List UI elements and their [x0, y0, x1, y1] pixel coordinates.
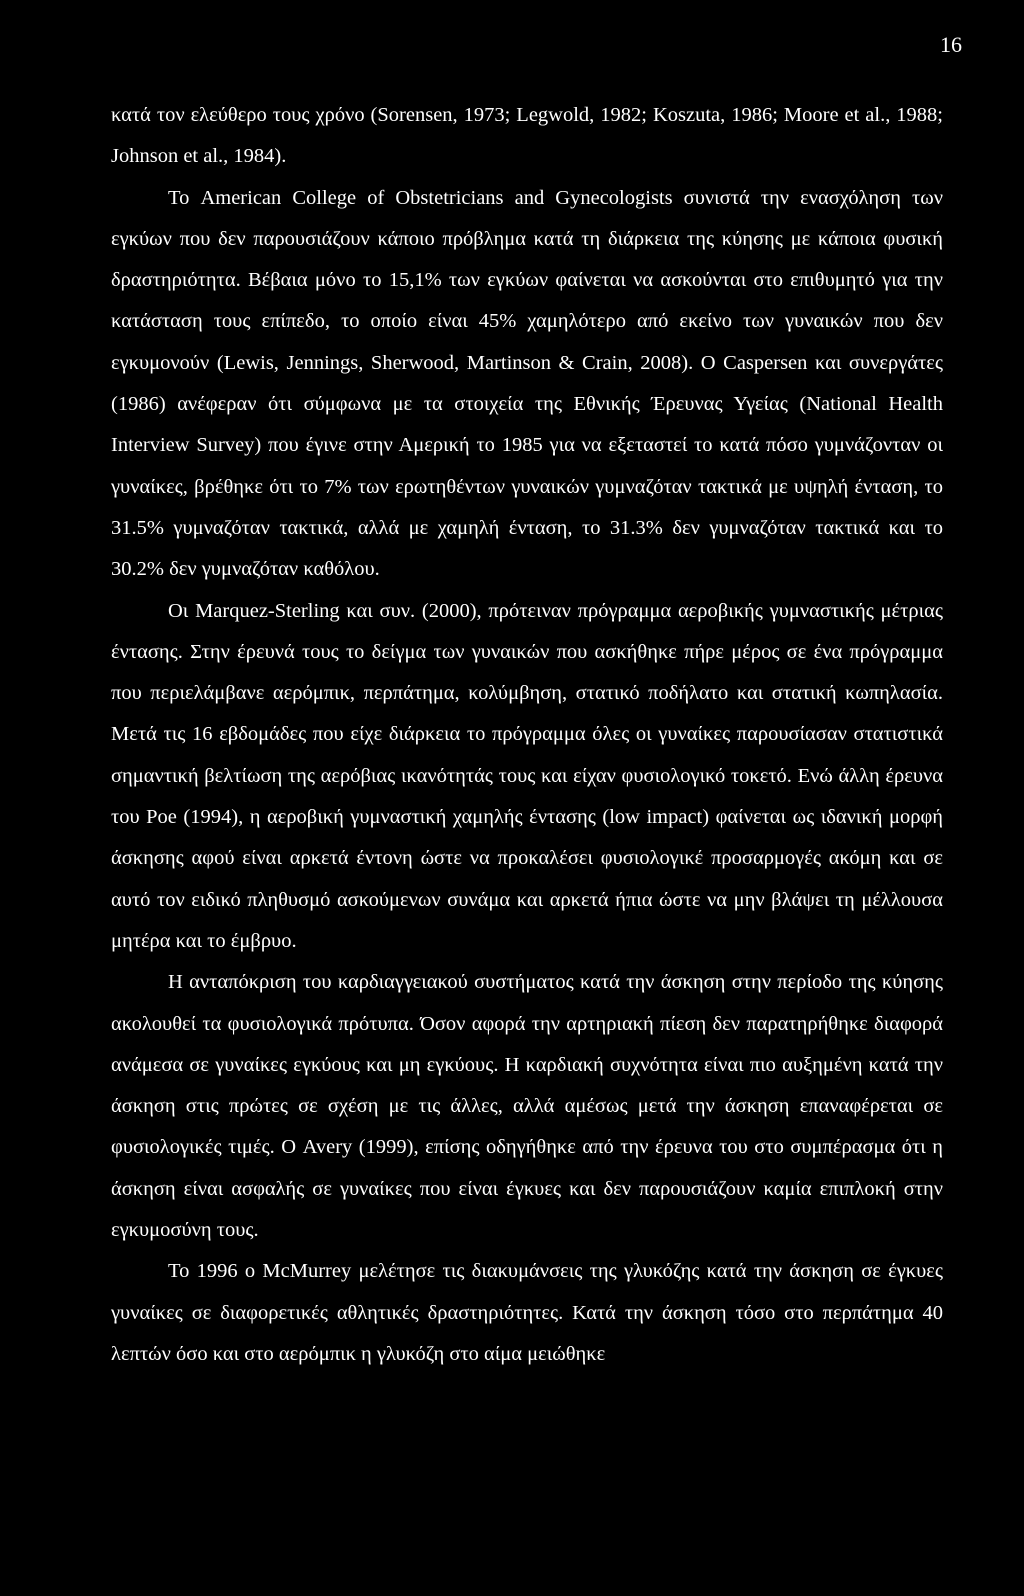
paragraph-3: Οι Marquez-Sterling και συν. (2000), πρότειναν πρόγραμμα αεροβικής γυμναστικής μέτριας έντασης. Στην έρευνά τους το δείγμα των γυναικών που ασκήθηκε πήρε μέρος σε ένα πρόγραμμα που περιελάμβανε αερόμπικ, περπάτημα, κολύμβηση, στατικό ποδήλατο και στατική κωπηλασία. Μετά τις 16 εβδομάδες που είχε διάρκεια το πρόγραμμα όλες οι γυναίκες παρουσίασαν στατιστικά σημαντική βελτίωση της αερόβιας ικανότητάς τους και είχαν φυσιολογικό τοκετό. Ενώ άλλη έρευνα του Poe (1994), η αεροβική γυμναστική χαμηλής έντασης (low impact) φαίνεται ως ιδανική μορφή άσκησης αφού είναι αρκετά έντονη ώστε να προκαλέσει φυσιολογικέ προσαρμογές ακόμη και σε αυτό τον ειδικό πληθυσμό ασκούμενων συνάμα και αρκετά ήπια ώστε να μην βλάψει τη μέλλουσα μητέρα και το έμβρυο.: [111, 599, 943, 952]
paragraph-5: Το 1996 ο McMurrey μελέτησε τις διακυμάνσεις της γλυκόζης κατά την άσκηση σε έγκυες γυναίκες σε διαφορετικές αθλητικές δραστηριότητες. Κατά την άσκηση τόσο στο περπάτημα 40 λεπτών όσο και στο αερόμπικ η γλυκόζη στο αίμα μειώθηκε: [111, 1260, 943, 1365]
page-number: 16: [940, 32, 962, 57]
page-body: [111, 95, 943, 1375]
paragraph-2: Το American College of Obstetricians and Gynecologists συνιστά την ενασχόληση των εγκύων που δεν παρουσιάζουν κάποιο πρόβλημα κατά τη διάρκεια της κύησης με κάποια φυσική δραστηριότητα. Βέβαια μόνο το 15,1% των εγκύων φαίνεται να ασκούνται στο επιθυμητό για την κατάσταση τους επίπεδο, το οποίο είναι 45% χαμηλότερο από εκείνο των γυναικών που δεν εγκυμονούν (Lewis, Jennings, Sherwood, Martinson & Crain, 2008). Ο Caspersen και συνεργάτες (1986) ανέφεραν ότι σύμφωνα με τα στοιχεία της Εθνικής Έρευνας Υγείας (National Health Interview Survey) που έγινε στην Αμερική το 1985 για να εξεταστεί το κατά πόσο γυμνάζονταν οι γυναίκες, βρέθηκε ότι το 7% των ερωτηθέντων γυναικών γυμναζόταν τακτικά με υψηλή ένταση, το 31.5% γυμναζόταν τακτικά, αλλά με χαμηλή ένταση, το 31.3% δεν γυμναζόταν τακτικά και το 30.2% δεν γυμναζόταν καθόλου.: [111, 186, 943, 581]
paragraph-4: Η ανταπόκριση του καρδιαγγειακού συστήματος κατά την άσκηση στην περίοδο της κύησης ακολουθεί τα φυσιολογικά πρότυπα. Όσον αφορά την αρτηριακή πίεση δεν παρατηρήθηκε διαφορά ανάμεσα σε γυναίκες εγκύους και μη εγκύους. Η καρδιακή συχνότητα είναι πιο αυξημένη κατά την άσκηση στις πρώτες σε σχέση με τις άλλες, αλλά αμέσως μετά την άσκηση επαναφέρεται σε φυσιολογικές τιμές. Ο Avery (1999), επίσης οδηγήθηκε από την έρευνα του στο συμπέρασμα ότι η άσκηση είναι ασφαλής σε γυναίκες που είναι έγκυες και δεν παρουσιάζουν καμία επιπλοκή στην εγκυμοσύνη τους.: [111, 971, 943, 1242]
paragraph-1: κατά τον ελεύθερο τους χρόνο (Sorensen, 1973; Legwold, 1982; Koszuta, 1986; Moore et al., 1988; Johnson et al., 1984).: [111, 104, 943, 168]
